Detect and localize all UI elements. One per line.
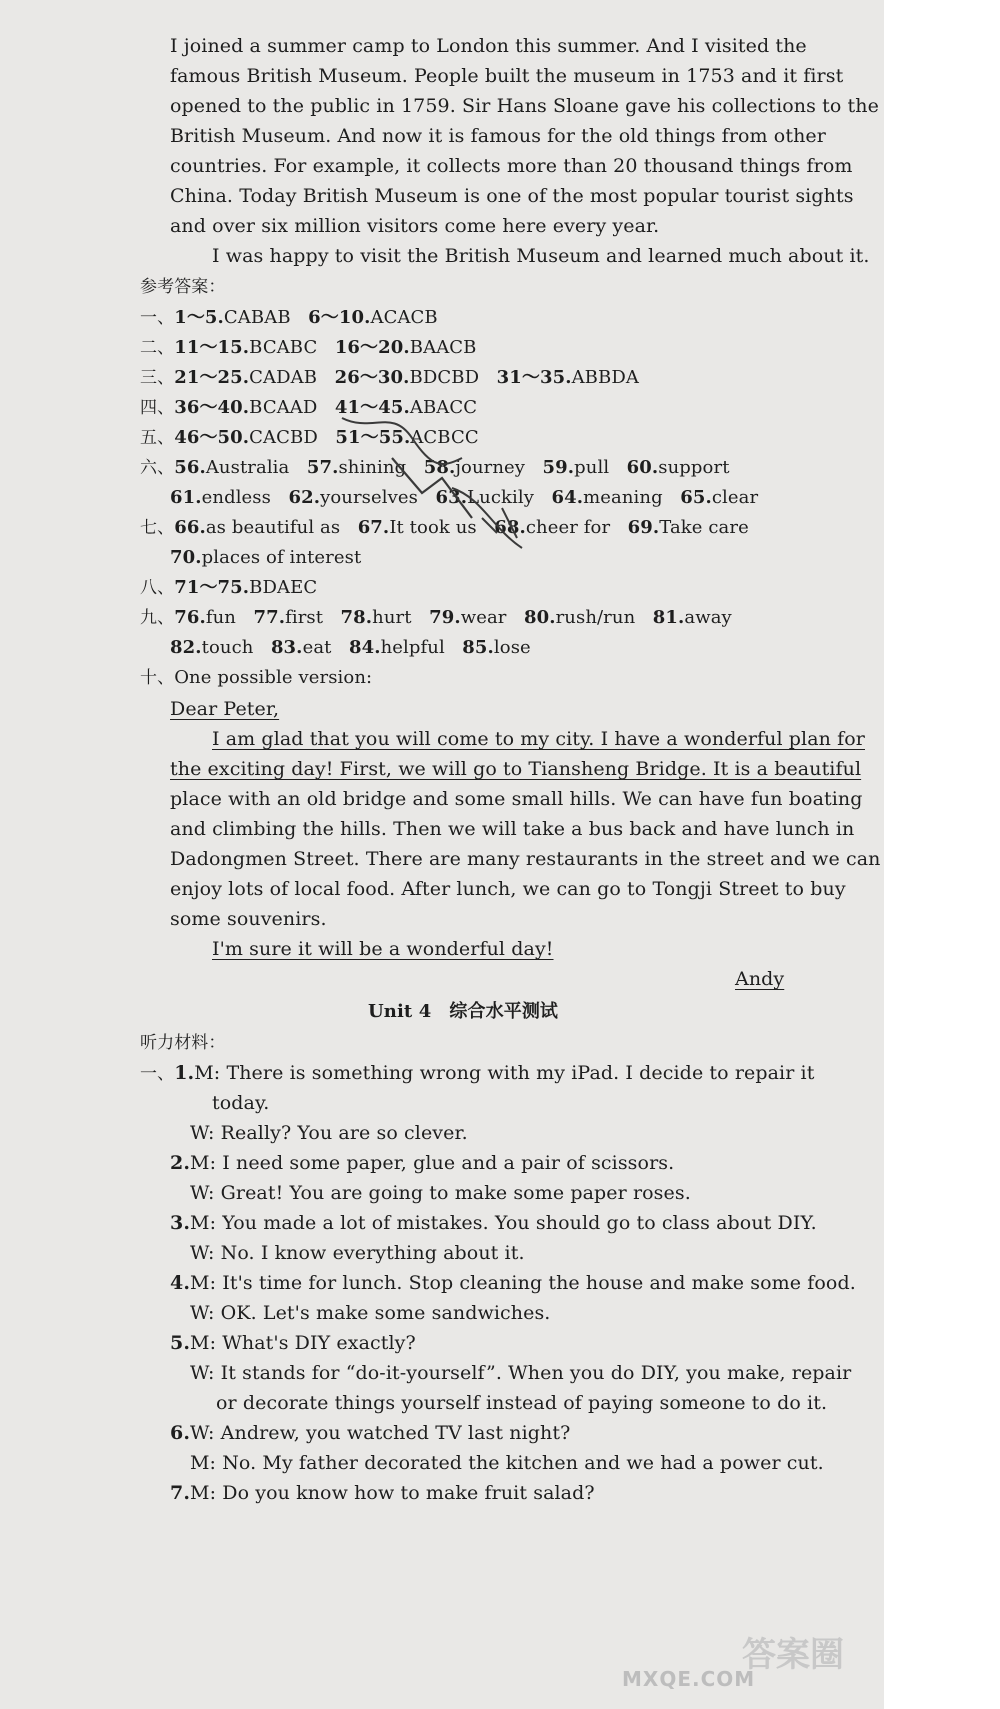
item-number: 78.	[340, 607, 373, 628]
answer: support	[658, 457, 730, 478]
dialogue-number: 4.	[170, 1272, 191, 1294]
item-number: 62.	[288, 487, 321, 508]
answers-section-4	[140, 396, 477, 420]
item-number: 80.	[523, 607, 556, 628]
handwritten-scribble	[332, 398, 542, 568]
answer: ACACB	[370, 307, 438, 328]
answer: away	[684, 607, 732, 628]
letter-greeting: Dear Peter,	[170, 698, 280, 720]
answer: hurt	[372, 607, 412, 628]
answer: ABBDA	[571, 367, 639, 388]
letter-line-1: I am glad that you will come to my city. I have a wonderful plan for	[212, 728, 865, 750]
dialogue-number: 2.	[170, 1152, 191, 1174]
letter-signature: Andy	[735, 968, 785, 990]
passage-line-5: countries. For example, it collects more than 20 thousand things from	[170, 155, 853, 177]
answer: CACBD	[249, 427, 318, 448]
item-number: 77.	[253, 607, 286, 628]
item-number: 31～35.	[496, 367, 572, 388]
answers-section-9-row-1	[140, 606, 732, 630]
item-number: 65.	[680, 487, 712, 508]
item-number: 58.	[423, 457, 456, 478]
dialogue-6-m: M: No. My father decorated the kitchen and we had a power cut.	[190, 1452, 824, 1474]
section-label: 九、	[140, 608, 175, 628]
passage-line-6: China. Today British Museum is one of the most popular tourist sights	[170, 185, 854, 207]
section-label: 四、	[140, 398, 175, 418]
passage-line-2: famous British Museum. People built the museum in 1753 and it first	[170, 65, 844, 87]
dialogue-3-m	[170, 1211, 817, 1235]
item-number: 69.	[627, 517, 660, 538]
item-number: 66.	[174, 517, 206, 538]
watermark-site: MXQE.COM	[622, 1667, 756, 1691]
answer: CADAB	[249, 367, 318, 388]
answer: yourselves	[320, 487, 418, 508]
section-label: 二、	[140, 338, 175, 358]
item-number: 57.	[306, 457, 339, 478]
answer: It took us	[389, 517, 477, 538]
item-number: 84.	[348, 637, 381, 658]
answer: Australia	[205, 457, 290, 478]
answer: endless	[201, 487, 271, 508]
answers-section-7-row-1	[140, 516, 749, 540]
letter-line-5: Dadongmen Street. There are many restaurants in the street and we can	[170, 848, 881, 870]
item-number: 51～55.	[335, 427, 411, 448]
answer: clear	[711, 487, 759, 508]
dialogue-line: M: You made a lot of mistakes. You should go to class about DIY.	[190, 1212, 817, 1234]
item-number: 79.	[429, 607, 461, 628]
answers-section-10	[140, 666, 372, 690]
watermark-logo: 答案圈	[742, 1635, 844, 1675]
answer: rush/run	[555, 607, 636, 628]
dialogue-line: M: It's time for lunch. Stop cleaning the house and make some food.	[190, 1272, 856, 1294]
unit-subtitle: 听力材料：	[140, 1033, 226, 1053]
passage-line-4: British Museum. And now it is famous for the old things from other	[170, 125, 826, 147]
item-number: 6～10.	[308, 307, 371, 328]
item-number: 63.	[435, 487, 468, 508]
dialogue-number: 1.	[174, 1062, 195, 1084]
answers-section-8	[140, 576, 317, 600]
dialogue-2-w: W: Great! You are going to make some paper roses.	[190, 1182, 691, 1204]
item-number: 85.	[462, 637, 494, 658]
answers-section-6-row-2	[170, 486, 758, 510]
answer: BCABC	[249, 337, 318, 358]
dialogue-4-m	[170, 1271, 856, 1295]
letter-closing: I'm sure it will be a wonderful day!	[212, 938, 554, 960]
section-label: 五、	[140, 428, 175, 448]
section-label: 一、	[140, 1064, 175, 1084]
answer: pull	[574, 457, 610, 478]
answers-section-3	[140, 366, 639, 390]
dialogue-1-w: W: Really? You are so clever.	[190, 1122, 468, 1144]
item-number: 70.	[170, 547, 202, 568]
section-label: 六、	[140, 458, 175, 478]
dialogue-number: 5.	[170, 1332, 191, 1354]
letter-line-6: enjoy lots of local food. After lunch, we can go to Tongji Street to buy	[170, 878, 846, 900]
answer: shining	[338, 457, 407, 478]
item-number: 67.	[357, 517, 390, 538]
item-number: 76.	[174, 607, 206, 628]
item-number: 64.	[551, 487, 584, 508]
section-label: 三、	[140, 368, 175, 388]
answer: cheer for	[525, 517, 611, 538]
item-number: 68.	[494, 517, 526, 538]
answers-section-2	[140, 336, 477, 360]
section-label: 十、	[140, 668, 175, 688]
answer: Take care	[659, 517, 749, 538]
dialogue-number: 3.	[170, 1212, 191, 1234]
answer: BAACB	[409, 337, 477, 358]
passage-line-8: I was happy to visit the British Museum and learned much about it.	[212, 245, 870, 267]
item-number: 59.	[542, 457, 575, 478]
item-number: 56.	[174, 457, 206, 478]
dialogue-1-m-cont: today.	[212, 1092, 270, 1114]
dialogue-line: M: What's DIY exactly?	[190, 1332, 416, 1354]
section-label: 七、	[140, 518, 175, 538]
answers-section-7-row-2	[170, 546, 361, 570]
answer: BDAEC	[249, 577, 318, 598]
item-number: 82.	[170, 637, 202, 658]
dialogue-3-w: W: No. I know everything about it.	[190, 1242, 525, 1264]
dialogue-line: M: I need some paper, glue and a pair of scissors.	[190, 1152, 675, 1174]
dialogue-7-m	[170, 1481, 595, 1505]
answers-section-5	[140, 426, 479, 450]
letter-line-2-underlined: the exciting day! First, we will go to Tiansheng Bridge. It is a beautiful	[170, 758, 862, 780]
answer: as beautiful as	[205, 517, 341, 538]
dialogue-line: W: Andrew, you watched TV last night?	[190, 1422, 571, 1444]
answers-section-1	[140, 306, 438, 330]
section-text: One possible version:	[174, 667, 373, 688]
dialogue-1-m	[140, 1061, 814, 1086]
dialogue-4-w: W: OK. Let's make some sandwiches.	[190, 1302, 551, 1324]
answers-section-9-row-2	[170, 636, 531, 660]
answer: first	[285, 607, 324, 628]
passage-line-7: and over six million visitors come here every year.	[170, 215, 660, 237]
section-label: 一、	[140, 308, 175, 328]
answer: touch	[201, 637, 254, 658]
unit-title: Unit 4 综合水平测试	[368, 1001, 559, 1022]
dialogue-number: 7.	[170, 1482, 191, 1504]
dialogue-5-w-cont: or decorate things yourself instead of paying someone to do it.	[216, 1392, 828, 1414]
passage-line-3: opened to the public in 1759. Sir Hans Sloane gave his collections to the	[170, 95, 879, 117]
answers-section-6-row-1	[140, 456, 730, 480]
answer: ABACC	[409, 397, 478, 418]
item-number: 1～5.	[174, 307, 224, 328]
answer: lose	[493, 637, 531, 658]
answer: journey	[455, 457, 526, 478]
answer: helpful	[380, 637, 445, 658]
dialogue-line: M: There is something wrong with my iPad. I decide to repair it	[194, 1062, 815, 1084]
item-number: 71～75.	[174, 577, 250, 598]
item-number: 21～25.	[174, 367, 250, 388]
item-number: 46～50.	[174, 427, 250, 448]
letter-line-3: place with an old bridge and some small hills. We can have fun boating	[170, 788, 863, 810]
letter-line-4: and climbing the hills. Then we will take a bus back and have lunch in	[170, 818, 855, 840]
answer: eat	[302, 637, 332, 658]
dialogue-number: 6.	[170, 1422, 191, 1444]
answer: fun	[205, 607, 236, 628]
dialogue-5-m	[170, 1331, 416, 1355]
item-number: 36～40.	[174, 397, 250, 418]
item-number: 26～30.	[334, 367, 410, 388]
answers-title: 参考答案：	[140, 277, 226, 297]
answer: meaning	[583, 487, 663, 508]
dialogue-line: M: Do you know how to make fruit salad?	[190, 1482, 595, 1504]
item-number: 83.	[270, 637, 303, 658]
answer: wear	[460, 607, 507, 628]
answer: CABAB	[223, 307, 291, 328]
item-number: 41～45.	[334, 397, 410, 418]
dialogue-6-w	[170, 1421, 570, 1445]
passage-line-1: I joined a summer camp to London this summer. And I visited the	[170, 35, 807, 57]
answer: BCAAD	[249, 397, 318, 418]
item-number: 81.	[652, 607, 685, 628]
item-number: 16～20.	[334, 337, 410, 358]
section-label: 八、	[140, 578, 175, 598]
answer: BDCBD	[409, 367, 480, 388]
item-number: 11～15.	[174, 337, 250, 358]
answer: ACBCC	[410, 427, 479, 448]
item-number: 61.	[170, 487, 202, 508]
dialogue-2-m	[170, 1151, 674, 1175]
letter-line-7: some souvenirs.	[170, 908, 327, 930]
watermark	[622, 1627, 882, 1691]
dialogue-5-w: W: It stands for “do-it-yourself”. When you do DIY, you make, repair	[190, 1362, 852, 1384]
answer: Luckily	[467, 487, 535, 508]
letter-line-2	[170, 757, 862, 781]
item-number: 60.	[626, 457, 659, 478]
answer: places of interest	[201, 547, 362, 568]
